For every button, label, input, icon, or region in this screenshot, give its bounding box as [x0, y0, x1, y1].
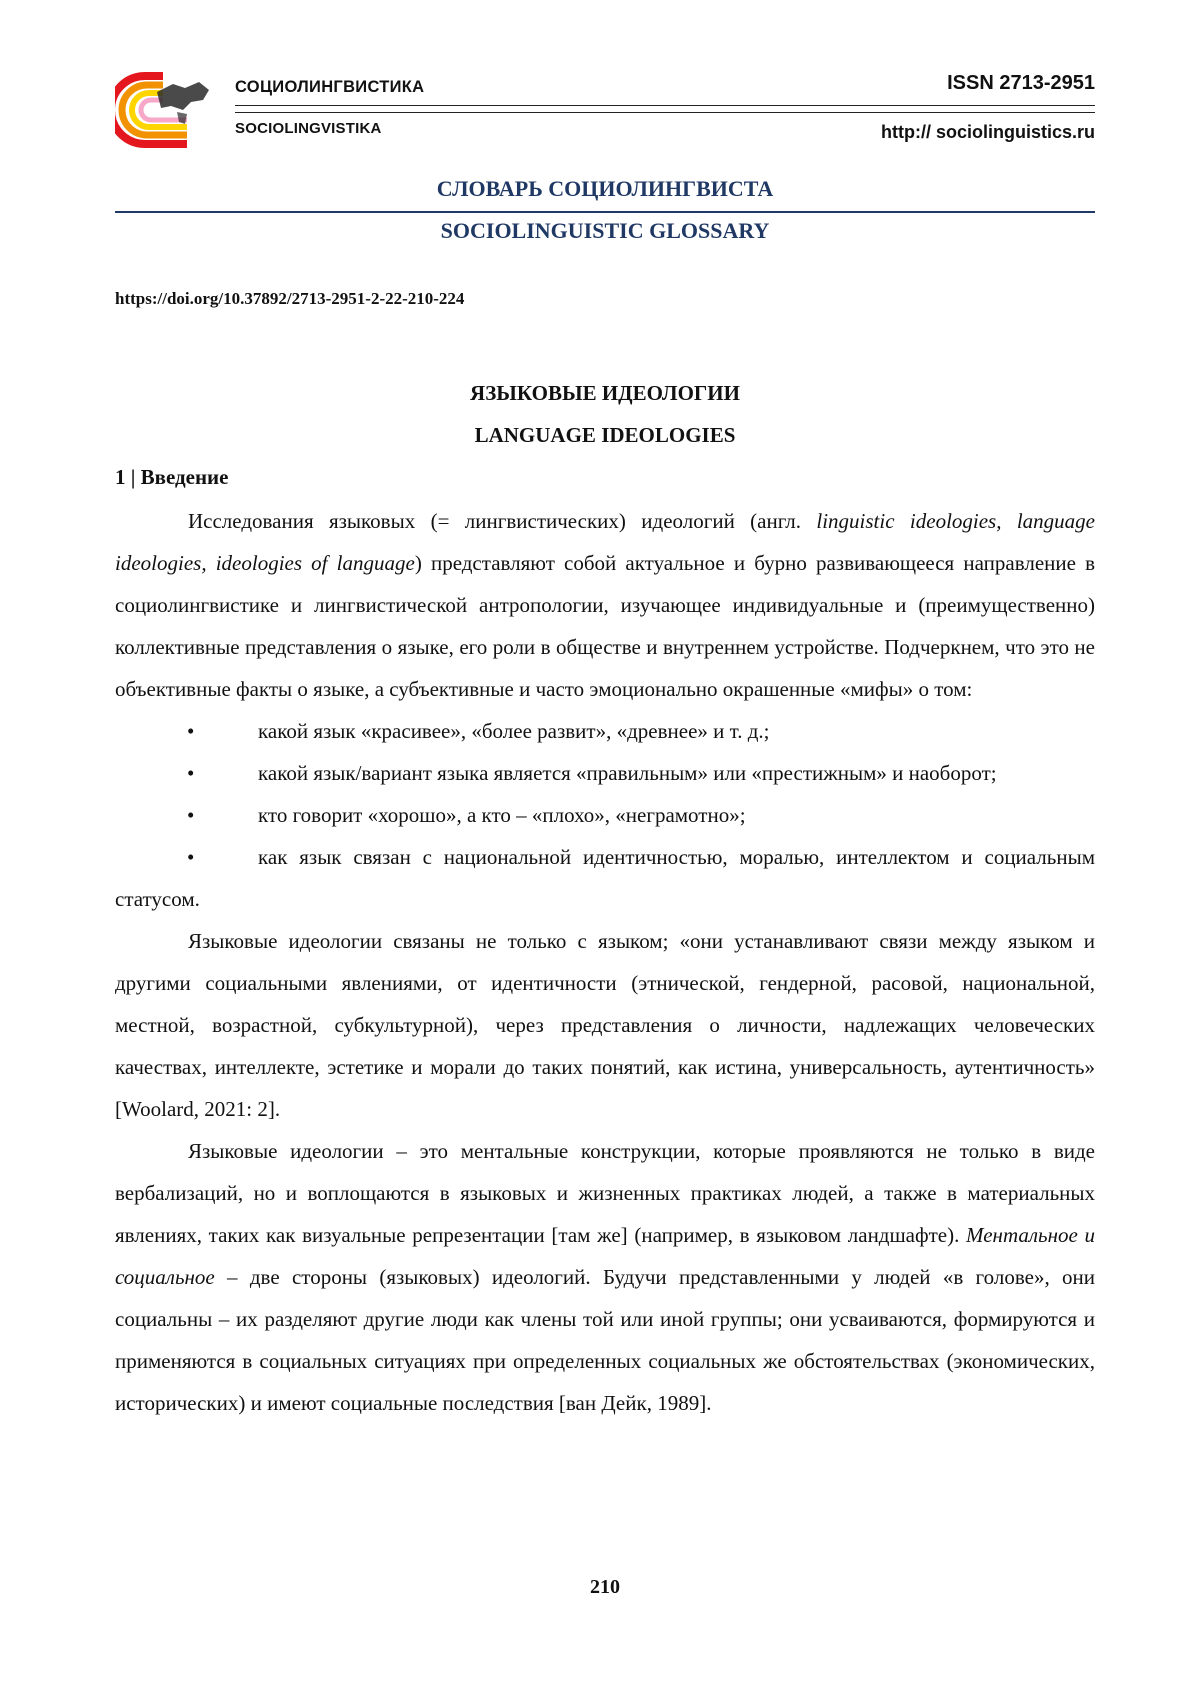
bullet-icon: • [187, 719, 195, 743]
header-rule-bottom [235, 112, 1095, 113]
list-item: • как язык связан с национальной идентичностью, моралью, интеллектом и социальным статусом. [115, 836, 1095, 920]
website-link[interactable]: http:// sociolinguistics.ru [880, 122, 1095, 142]
article-title-en: LANGUAGE IDEOLOGIES [474, 423, 736, 447]
page-number: 210 [590, 1576, 620, 1598]
bullet-icon: • [187, 845, 195, 869]
header-rule-top [235, 105, 1095, 106]
journal-name-ru: СОЦИОЛИНГВИСТИКА [235, 78, 425, 96]
list-item: • кто говорит «хорошо», а кто – «плохо», «неграмотно»; [115, 794, 1095, 836]
journal-logo-icon [115, 72, 213, 148]
section-title-en: SOCIOLINGUISTIC GLOSSARY [440, 218, 770, 243]
issn: ISSN 2713-2951 [947, 72, 1095, 94]
section-title-ru: СЛОВАРЬ СОЦИОЛИНГВИСТА [436, 176, 774, 201]
journal-header [115, 72, 1095, 152]
doi-link[interactable]: https://doi.org/10.37892/2713-2951-2-22-210-224 [115, 289, 465, 308]
list-item: • какой язык «красивее», «более развит», «древнее» и т. д.; [115, 710, 1095, 752]
bullet-list [115, 710, 1095, 920]
journal-name-en: SOCIOLINGVISTIKA [235, 120, 382, 137]
bullet-icon: • [187, 803, 195, 827]
list-item: • какой язык/вариант языка является «правильным» или «престижным» и наоборот; [115, 752, 1095, 794]
paragraph-2: Языковые идеологии связаны не только с языком; «они устанавливают связи между языком и другими социальными явлениями, от идентичности (этнической, гендерной, расовой, национальной, местной, возрастной, субкультурной), через представления о личности, надлежащих человеческих качествах, интеллекте, эстетике и морали до таких понятий, как истина, универсальность, аутентичность» [Woolard, 2021: 2]. [115, 929, 1095, 1121]
article-body [115, 500, 1095, 1424]
bullet-icon: • [187, 761, 195, 785]
article-title-ru: ЯЗЫКОВЫЕ ИДЕОЛОГИИ [470, 381, 740, 405]
section-divider [115, 211, 1095, 213]
english-terms: linguistic ideologies, language ideologies, ideologies of language [115, 509, 1096, 575]
paragraph-1: Исследования языковых (= лингвистических) идеологий (англ. linguistic ideologies, language ideologies, ideologies of language) представляют собой актуальное и бурно развивающееся направление в социолингвистике и лингвистической антропологии, изучающее индивидуальные и (преимущественно) коллективные представления о языке, его роли в обществе и внутреннем устройстве. Подчеркнем, что это не объективные факты о языке, а субъективные и часто эмоционально окрашенные «мифы» о том: [115, 509, 1096, 701]
emphasis-text: Ментальное и социальное [115, 1223, 1096, 1289]
paragraph-3: Языковые идеологии – это ментальные конструкции, которые проявляются не только в виде вербализаций, но и воплощаются в языковых и жизненных практиках людей, а также в материальных явлениях, таких как визуальные репрезентации [там же] (например, в языковом ландшафте). Ментальное и социальное – две стороны (языковых) идеологий. Будучи представленными у людей «в голове», они социальны – их разделяют другие люди как члены той или иной группы; они усваиваются, формируются и применяются в социальных ситуациях при определенных социальных же обстоятельствах (экономических, исторических) и имеют социальные последствия [ван Дейк, 1989]. [115, 1139, 1096, 1415]
section-heading: 1 | Введение [115, 465, 229, 489]
